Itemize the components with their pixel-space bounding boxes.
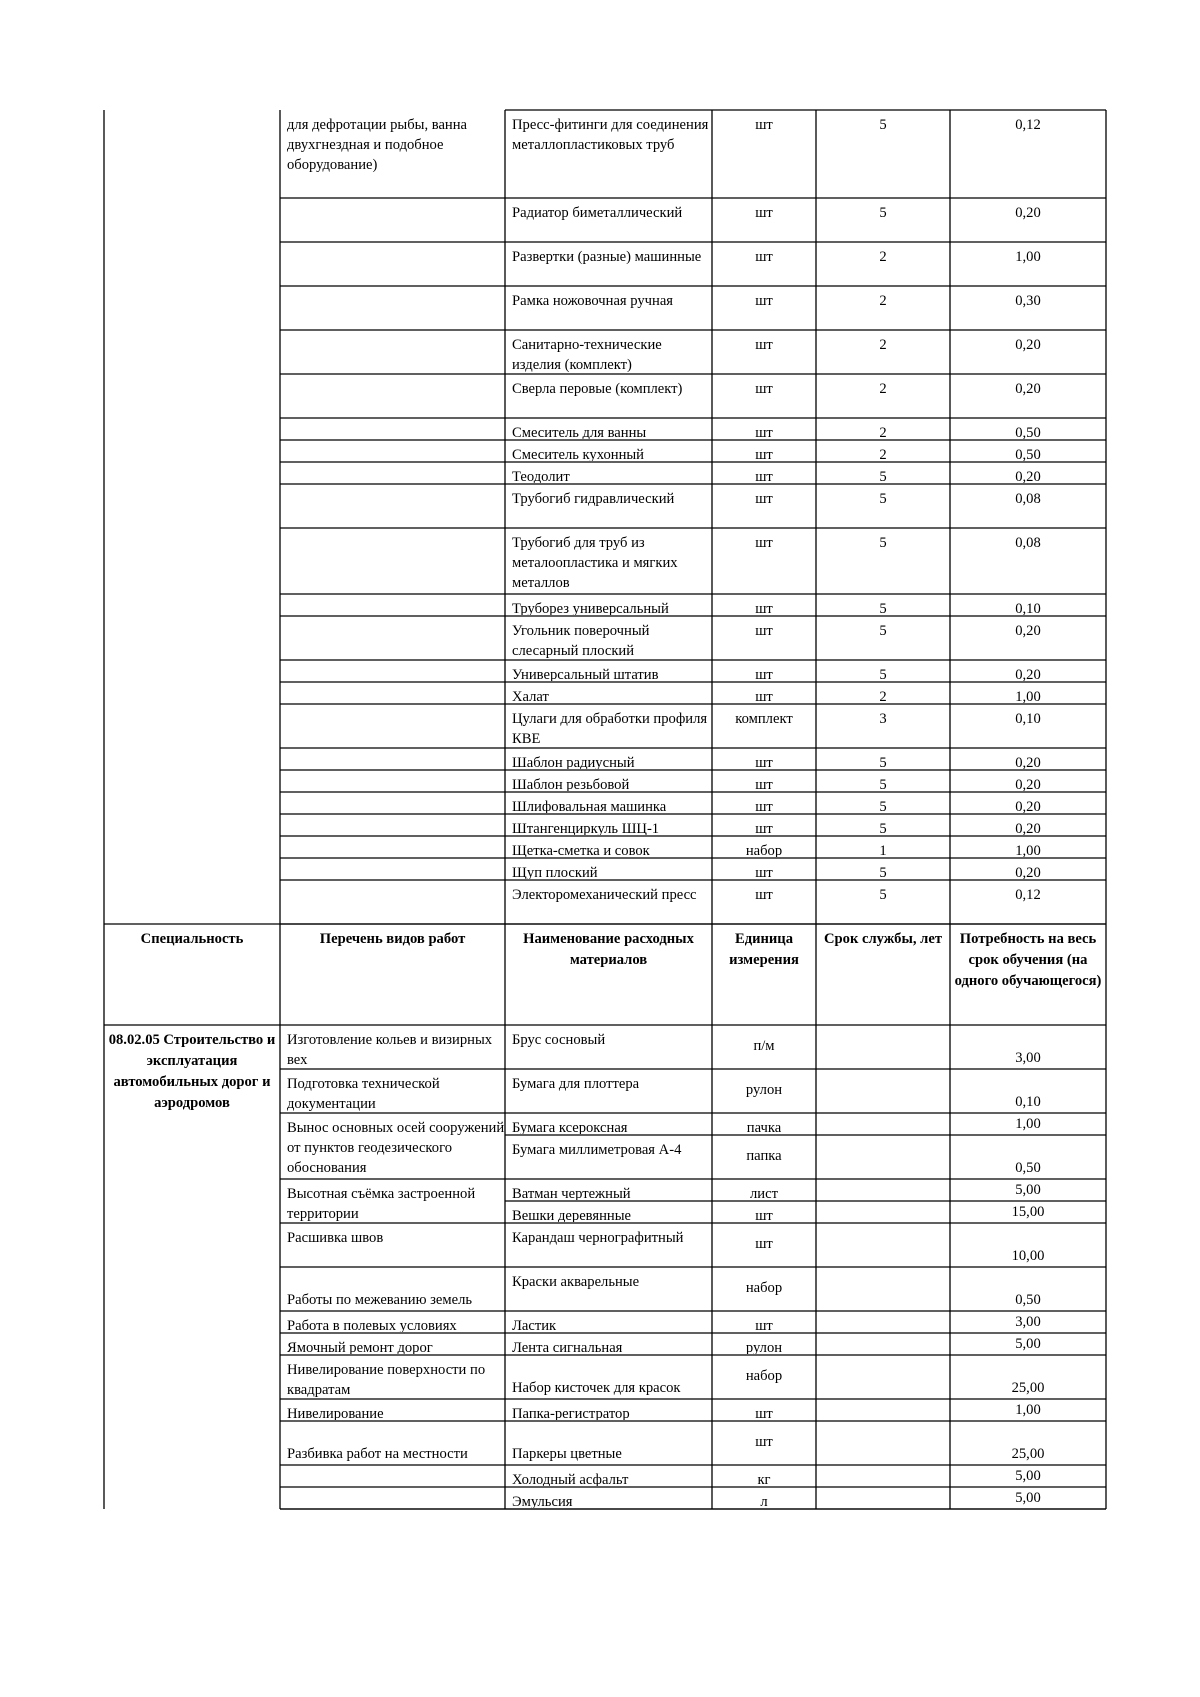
need-cell: 0,12 [1015,887,1041,903]
material-name-cell: Шаблон радиусный [512,755,635,769]
term-cell: 2 [879,425,887,439]
material-name-cell: Паркеры цветные [512,1446,622,1462]
unit-cell: шт [755,689,773,703]
term-cell: 5 [879,623,887,639]
work-cell: Нивелирование [287,1406,384,1420]
need-cell: 1,00 [1015,1118,1041,1132]
need-cell: 0,12 [1015,117,1041,133]
unit-cell: шт [755,293,773,309]
term-cell: 2 [879,249,887,265]
need-cell: 25,00 [1011,1380,1045,1396]
unit-cell: шт [755,1406,773,1420]
material-name-cell: Труборез универсальный [512,601,669,615]
unit-cell: шт [755,755,773,769]
work-cell: Расшивка швов [287,1230,384,1246]
header-specialty: Специальность [140,931,244,947]
unit-cell: шт [755,777,773,791]
term-cell: 5 [879,887,887,903]
term-cell: 2 [879,293,887,309]
need-cell: 0,20 [1015,337,1041,353]
unit-cell: шт [755,821,773,835]
term-cell: 2 [879,689,887,703]
need-cell: 1,00 [1015,249,1041,265]
need-cell: 10,00 [1011,1248,1045,1264]
unit-cell: шт [755,381,773,397]
unit-cell: папка [746,1148,782,1164]
term-cell: 1 [879,843,887,857]
need-cell: 5,00 [1015,1492,1041,1506]
unit-cell: набор [745,1280,783,1296]
term-cell: 5 [879,755,887,769]
need-cell: 1,00 [1015,843,1041,857]
unit-cell: шт [755,205,773,221]
need-cell: 0,30 [1015,293,1041,309]
material-name-cell: Рамка ножовочная ручная [512,293,674,309]
material-name-cell: Санитарно-технические изделия (комплект) [512,337,662,373]
need-cell: 0,08 [1015,491,1041,507]
work-cell: Разбивка работ на местности [287,1446,468,1462]
material-name-cell: Ластик [512,1318,557,1332]
need-cell: 1,00 [1015,1404,1041,1418]
unit-cell: шт [755,1318,773,1332]
material-name-cell: Вешки деревянные [512,1208,631,1222]
material-name-cell: Угольник поверочный слесарный плоский [512,623,650,659]
material-name-cell: Бумага для плоттера [512,1076,640,1092]
unit-cell: шт [755,249,773,265]
material-name-cell: Электоромеханический пресс [512,887,697,903]
material-name-cell: Ватман чертежный [512,1186,631,1200]
term-cell: 5 [879,799,887,813]
material-name-cell: Папка-регистратор [512,1406,630,1420]
material-name-cell: Смеситель кухонный [512,447,644,461]
unit-cell: шт [755,117,773,133]
unit-cell: шт [755,601,773,615]
need-cell: 0,20 [1015,799,1041,813]
work-cell: Подготовка технической документации [287,1076,440,1112]
material-name-cell: Шлифовальная машинка [512,799,667,813]
term-cell: 2 [879,447,887,461]
unit-cell: лист [750,1186,778,1200]
material-name-cell: Шаблон резьбовой [512,777,630,791]
term-cell: 5 [879,601,887,615]
need-cell: 0,20 [1015,381,1041,397]
need-cell: 0,20 [1015,865,1041,879]
header-materials: Наименование расходных материалов [523,931,694,968]
work-cell: Нивелирование поверхности по квадратам [287,1362,486,1398]
material-name-cell: Пресс-фитинги для соединения металлопластиковых труб [512,117,709,153]
work-cell: Вынос основных осей сооружений от пунктов геодезического обоснования [287,1120,505,1176]
need-cell: 0,20 [1015,821,1041,835]
material-name-cell: Набор кисточек для красок [512,1380,681,1396]
unit-cell: комплект [735,711,793,727]
need-cell: 0,50 [1015,1292,1041,1308]
term-cell: 5 [879,777,887,791]
need-cell: 0,08 [1015,535,1041,551]
unit-cell: шт [755,1434,773,1450]
material-name-cell: Бумага миллиметровая А-4 [512,1142,682,1158]
need-cell: 0,20 [1015,469,1041,483]
work-cell: Ямочный ремонт дорог [287,1340,433,1354]
need-cell: 0,20 [1015,777,1041,791]
term-cell: 2 [879,381,887,397]
need-cell: 0,10 [1015,1094,1041,1110]
need-cell: 3,00 [1015,1050,1041,1066]
unit-cell: шт [755,1236,773,1252]
unit-cell: п/м [753,1038,775,1054]
material-name-cell: Теодолит [512,469,570,483]
need-cell: 0,10 [1015,601,1041,615]
need-cell: 0,50 [1015,1160,1041,1176]
specialty-cell: 08.02.05 Строительство и эксплуатация автомобильных дорог и аэродромов [108,1032,276,1111]
material-name-cell: Эмульсия [512,1494,573,1508]
unit-cell: шт [755,425,773,439]
unit-cell: набор [745,843,783,857]
need-cell: 0,10 [1015,711,1041,727]
header-need: Потребность на весь срок обучения (на одного обучающегося) [954,931,1102,989]
unit-cell: л [760,1494,768,1508]
unit-cell: шт [755,799,773,813]
unit-cell: шт [755,667,773,681]
header-term: Срок службы, лет [824,931,942,947]
term-cell: 3 [879,711,887,727]
material-name-cell: Смеситель для ванны [512,425,647,439]
need-cell: 0,20 [1015,755,1041,769]
work-cell: Работа в полевых условиях [287,1318,457,1332]
material-name-cell: Цулаги для обработки профиля КВЕ [512,711,708,747]
work-cell: Работы по межеванию земель [287,1292,473,1308]
material-name-cell: Трубогиб для труб из металоопластика и мягких металлов [512,535,678,591]
term-cell: 5 [879,469,887,483]
unit-cell: шт [755,491,773,507]
material-name-cell: Штангенциркуль ШЦ-1 [512,821,660,835]
unit-cell: шт [755,337,773,353]
material-name-cell: Универсальный штатив [512,667,659,681]
material-name-cell: Холодный асфальт [512,1472,629,1486]
material-name-cell: Краски акварельные [512,1274,640,1290]
need-cell: 0,50 [1015,447,1041,461]
material-name-cell: Бумага ксероксная [512,1120,628,1134]
need-cell: 0,50 [1015,425,1041,439]
need-cell: 15,00 [1011,1206,1045,1220]
need-cell: 5,00 [1015,1184,1041,1198]
material-name-cell: Щетка-сметка и совок [512,843,650,857]
material-name-cell: Брус сосновый [512,1032,606,1048]
work-cell: Изготовление кольев и визирных вех [287,1032,493,1068]
term-cell: 5 [879,205,887,221]
unit-cell: шт [755,1208,773,1222]
header-works: Перечень видов работ [319,931,466,947]
unit-cell: шт [755,865,773,879]
unit-cell: шт [755,887,773,903]
term-cell: 5 [879,535,887,551]
unit-cell: рулон [745,1340,783,1354]
term-cell: 5 [879,117,887,133]
work-cell: Высотная съёмка застроенной территории [287,1186,476,1222]
need-cell: 0,20 [1015,205,1041,221]
need-cell: 25,00 [1011,1446,1045,1462]
unit-cell: шт [755,469,773,483]
need-cell: 0,20 [1015,667,1041,681]
unit-cell: пачка [746,1120,782,1134]
unit-cell: рулон [745,1082,783,1098]
term-cell: 5 [879,865,887,879]
material-name-cell: Халат [512,689,549,703]
term-cell: 2 [879,337,887,353]
material-name-cell: Радиатор биметаллический [512,205,683,221]
material-name-cell: Карандаш чернографитный [512,1230,684,1246]
term-cell: 5 [879,667,887,681]
term-cell: 5 [879,821,887,835]
need-cell: 1,00 [1015,689,1041,703]
material-name-cell: Щуп плоский [512,865,598,879]
material-name-cell: Развертки (разные) машинные [512,249,702,265]
unit-cell: шт [755,623,773,639]
material-name-cell: Трубогиб гидравлический [512,491,675,507]
need-cell: 5,00 [1015,1338,1041,1352]
unit-cell: шт [755,447,773,461]
need-cell: 5,00 [1015,1470,1041,1484]
need-cell: 0,20 [1015,623,1041,639]
term-cell: 5 [879,491,887,507]
work-cell: для дефротации рыбы, ванна двухгнездная и подобное оборудование) [287,117,468,173]
unit-cell: набор [745,1368,783,1384]
need-cell: 3,00 [1015,1316,1041,1330]
unit-cell: кг [757,1472,771,1486]
material-name-cell: Сверла перовые (комплект) [512,381,683,397]
material-name-cell: Лента сигнальная [512,1340,623,1354]
unit-cell: шт [755,535,773,551]
header-unit: Единица измерения [729,931,799,968]
